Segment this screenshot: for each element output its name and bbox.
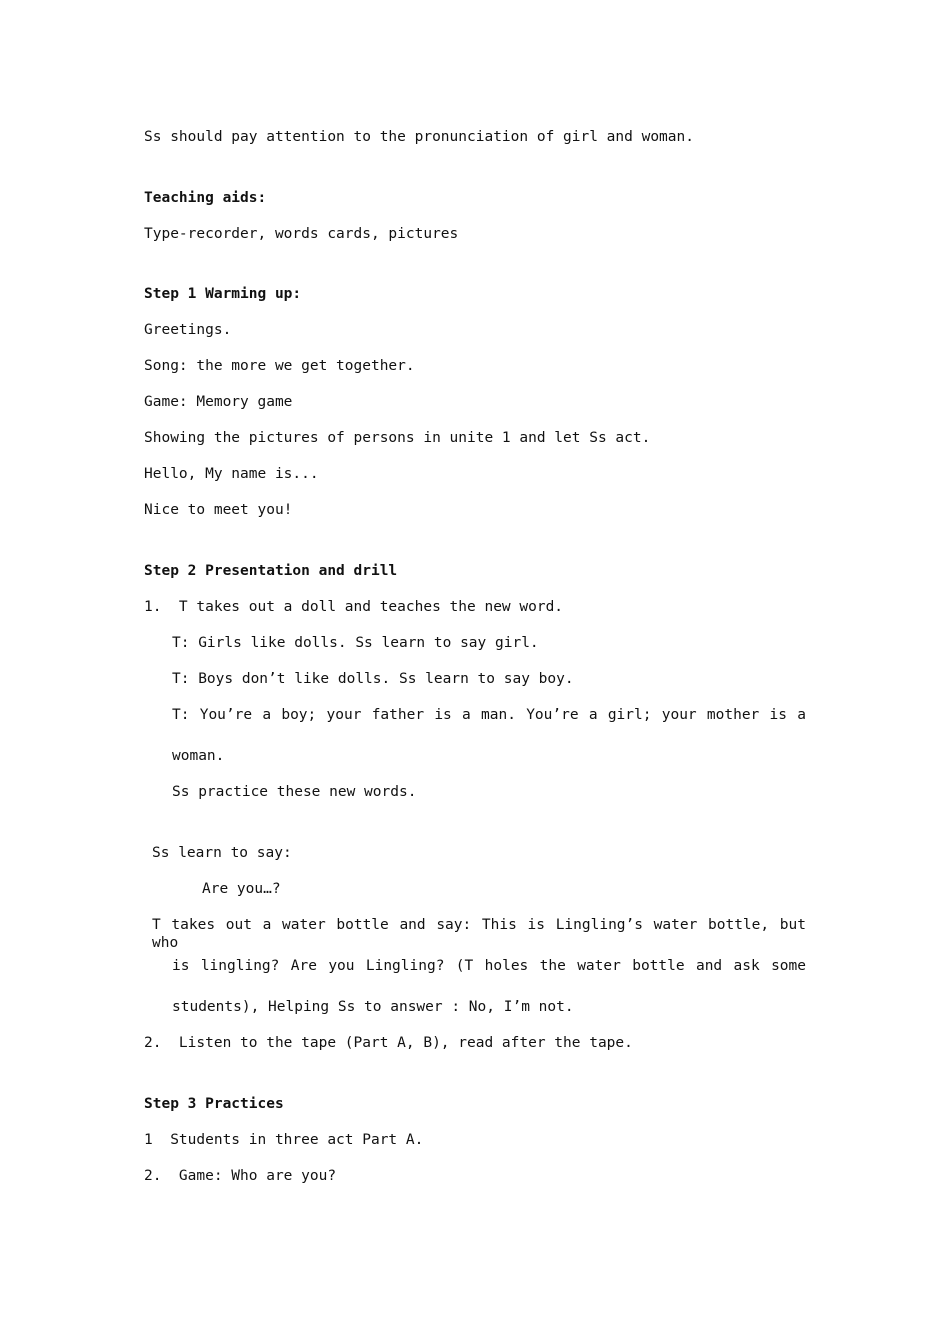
step2-item1-line: T: You’re a boy; your father is a man. You’re a girl; your mother is a	[172, 707, 806, 723]
step1-line: Game: Memory game	[144, 394, 293, 410]
step1-line: Showing the pictures of persons in unite 1 and let Ss act.	[144, 430, 651, 446]
step3-line: 1 Students in three act Part A.	[144, 1132, 424, 1148]
teaching-aids-text: Type-recorder, words cards, pictures	[144, 226, 459, 242]
step1-line: Nice to meet you!	[144, 502, 293, 518]
bottle-line: is lingling? Are you Lingling? (T holes the water bottle and ask some	[172, 958, 806, 974]
bottle-line: T takes out a water bottle and say: This is Lingling’s water bottle, but who	[152, 917, 806, 951]
step2-item1-line: T: Girls like dolls. Ss learn to say girl.	[172, 635, 539, 651]
step2-item1-line: woman.	[172, 748, 225, 764]
step1-line: Greetings.	[144, 322, 232, 338]
intro-text: Ss should pay attention to the pronunciation of girl and woman.	[144, 129, 694, 145]
step3-heading: Step 3 Practices	[144, 1096, 284, 1112]
step1-line: Song: the more we get together.	[144, 358, 415, 374]
step3-line: 2. Game: Who are you?	[144, 1168, 337, 1184]
learn-phrase: Are you…?	[202, 881, 281, 897]
bottle-line: students), Helping Ss to answer : No, I’m not.	[172, 999, 574, 1015]
teaching-aids-heading: Teaching aids:	[144, 190, 267, 206]
step1-line: Hello, My name is...	[144, 466, 319, 482]
step1-heading: Step 1 Warming up:	[144, 286, 302, 302]
learn-label: Ss learn to say:	[152, 845, 292, 861]
step2-heading: Step 2 Presentation and drill	[144, 563, 398, 579]
step2-item2: 2. Listen to the tape (Part A, B), read after the tape.	[144, 1035, 633, 1051]
step2-item1: 1. T takes out a doll and teaches the new word.	[144, 599, 564, 615]
step2-item1-line: Ss practice these new words.	[172, 784, 417, 800]
step2-item1-line: T: Boys don’t like dolls. Ss learn to say boy.	[172, 671, 574, 687]
